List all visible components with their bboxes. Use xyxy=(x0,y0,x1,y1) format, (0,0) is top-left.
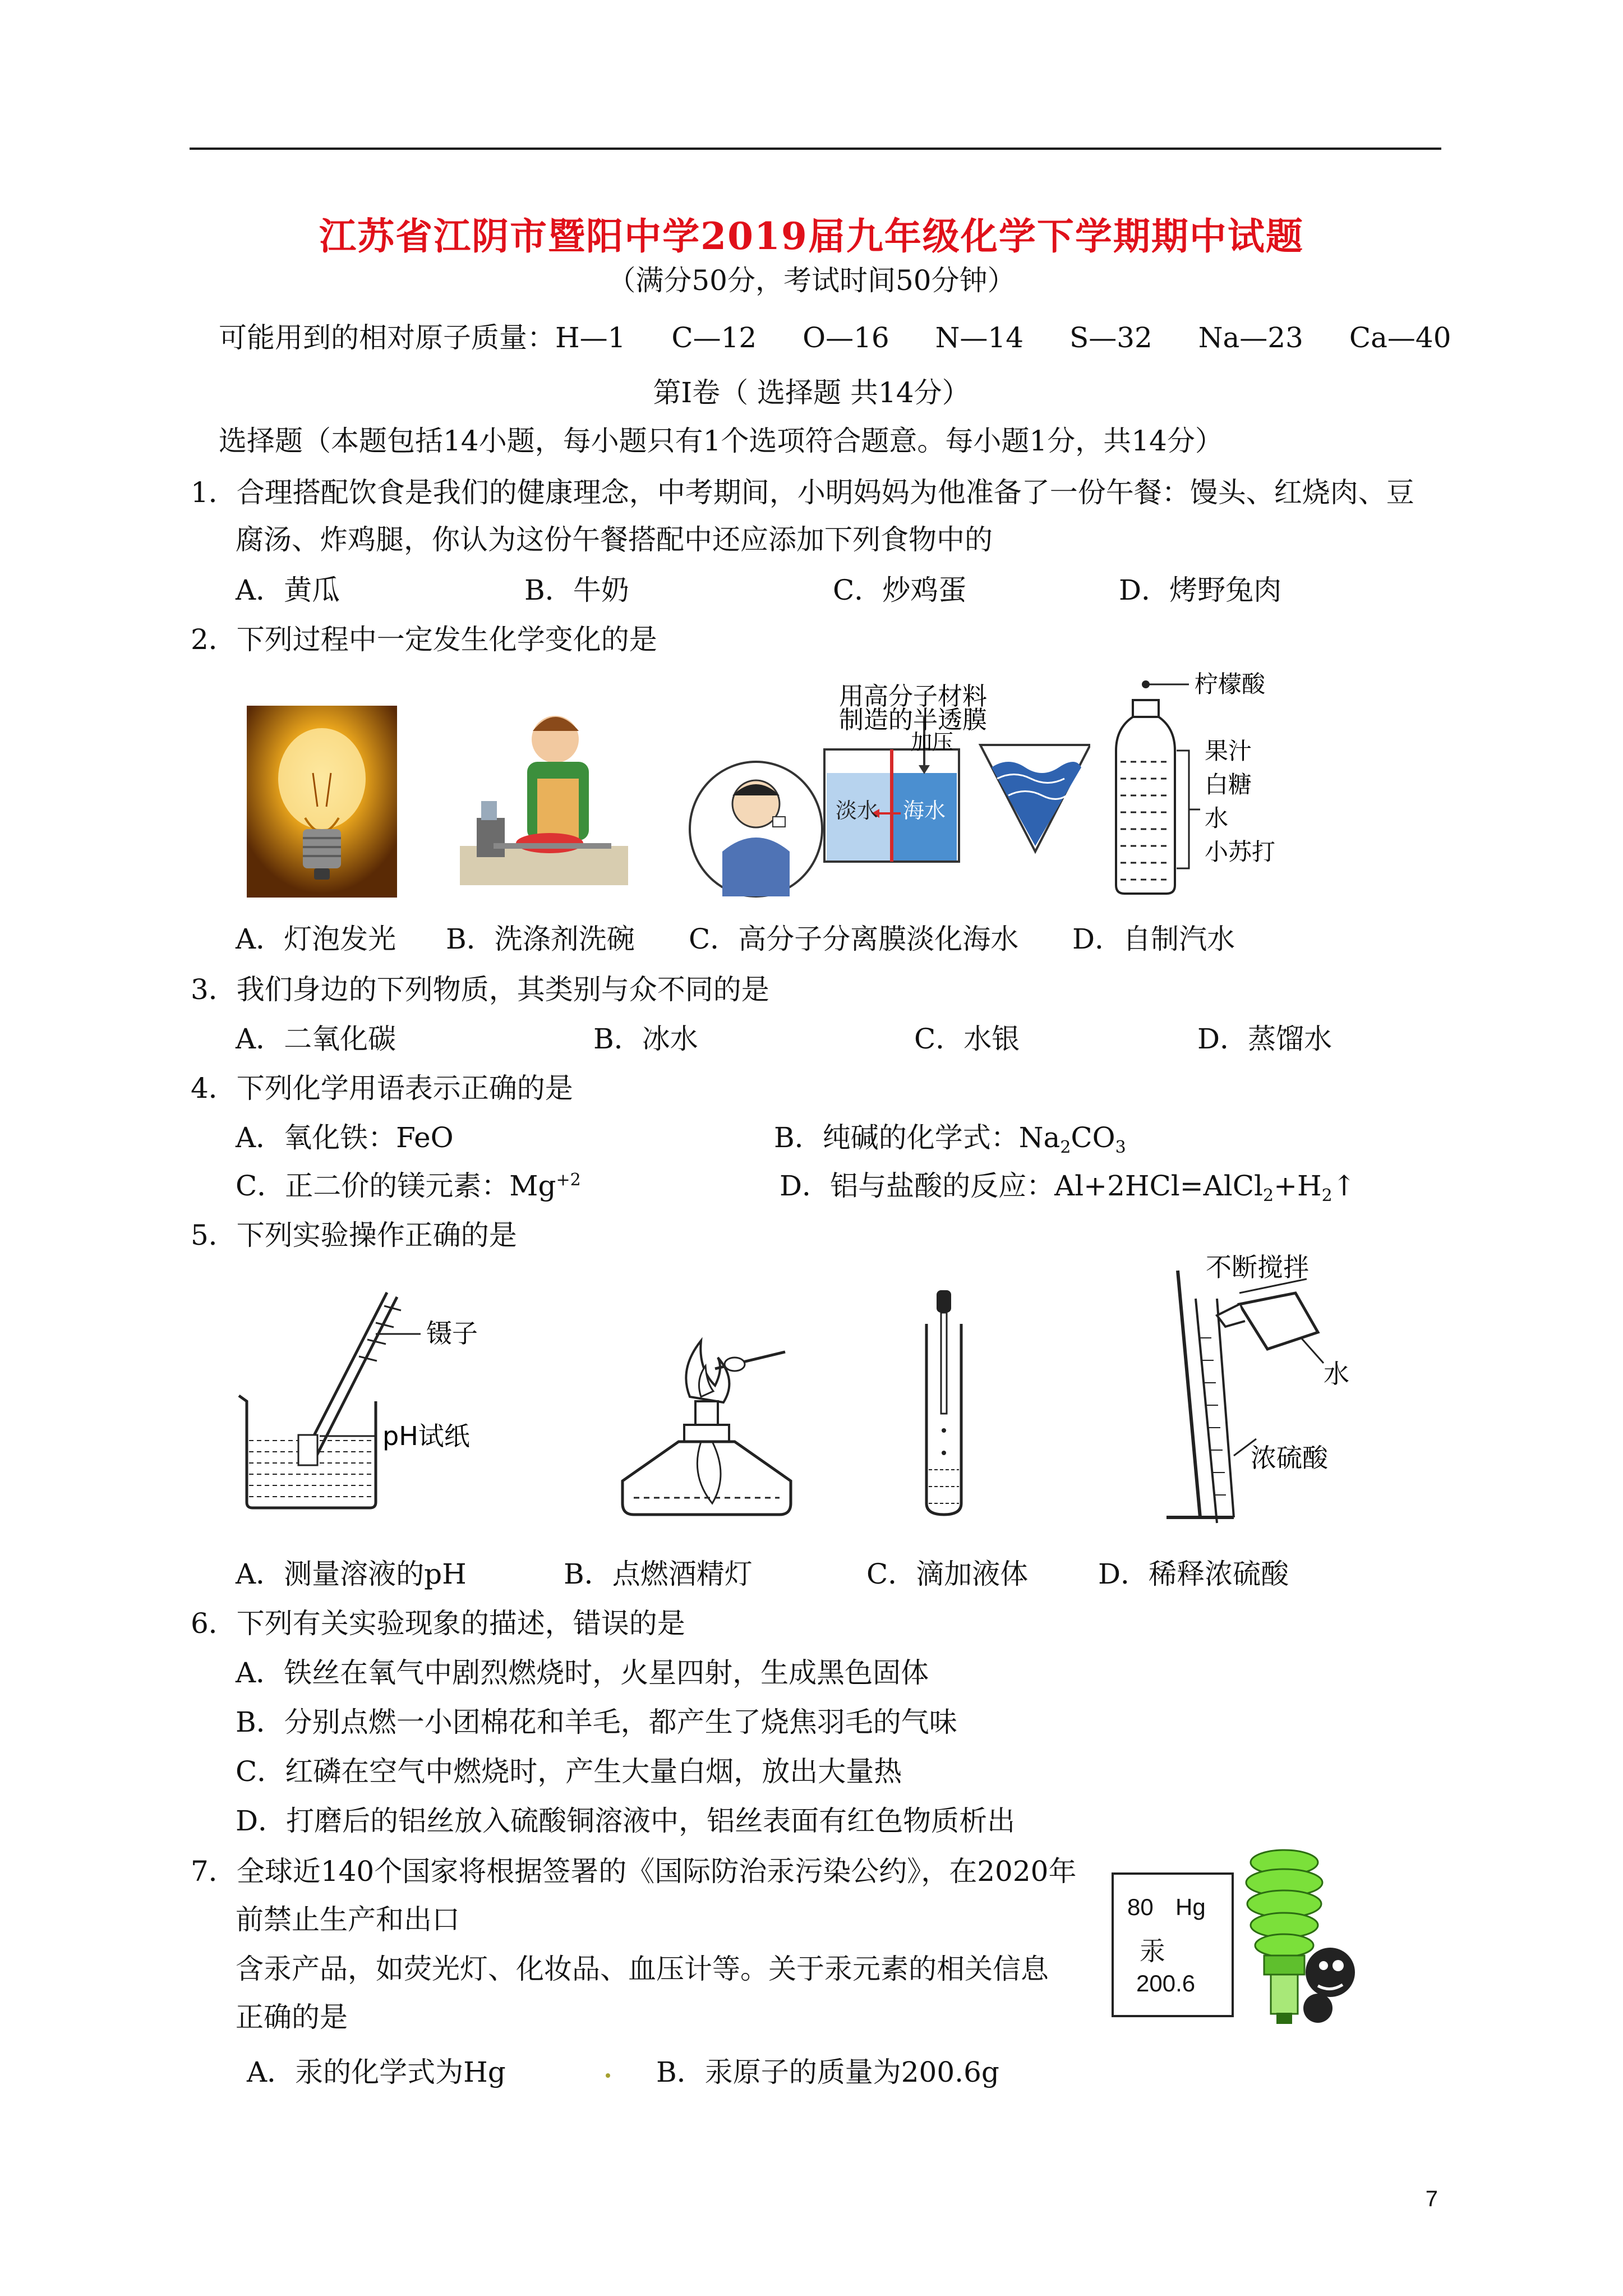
juice-label: 果汁 xyxy=(1205,737,1252,765)
q4-option-d-subscript-1: 2 xyxy=(1263,1186,1274,1205)
atomic-mass-ca: Ca—40 xyxy=(1349,321,1451,354)
q4-option-d-h: +H xyxy=(1274,1170,1322,1202)
q6-option-b: B．分别点燃一小团棉花和羊毛，都产生了烧焦羽毛的气味 xyxy=(236,1706,957,1738)
stray-dot xyxy=(606,2073,610,2078)
atomic-mass-n: N—14 xyxy=(935,321,1024,354)
atomic-mass-s: S—32 xyxy=(1069,321,1152,354)
q4-option-c-text: C．正二价的镁元素：Mg xyxy=(236,1170,556,1202)
q1-stem-line2: 腐汤、炸鸡腿，你认为这份午餐搭配中还应添加下列食物中的 xyxy=(236,523,993,556)
q5-option-c: C．滴加液体 xyxy=(866,1558,1029,1590)
element-mass: 200.6 xyxy=(1136,1970,1196,1996)
soda-label: 小苏打 xyxy=(1205,838,1276,866)
alcohol-lamp-image xyxy=(617,1335,796,1520)
washing-dishes-image xyxy=(460,700,628,896)
fluorescent-lamp-image xyxy=(1234,1846,1363,2031)
ph-measurement-image xyxy=(236,1289,527,1513)
q4-option-c xyxy=(236,1169,581,1207)
q1-option-b: B．牛奶 xyxy=(524,574,629,606)
element-name: 汞 xyxy=(1140,1936,1165,1966)
q7-stem-line2: 前禁止生产和出口 xyxy=(236,1903,460,1936)
exam-subtitle: （满分50分，考试时间50分钟） xyxy=(607,264,1016,297)
q1-option-c: C．炒鸡蛋 xyxy=(833,574,967,606)
dilute-acid-image xyxy=(1155,1254,1408,1529)
stir-label: 不断搅拌 xyxy=(1206,1254,1309,1282)
sugar-label: 白糖 xyxy=(1205,771,1252,798)
q2-option-c: C．高分子分离膜淡化海水 xyxy=(689,923,1019,955)
q7-option-b: B．汞原子的质量为200.6g xyxy=(656,2056,999,2088)
soda-bottle-image xyxy=(1105,666,1329,902)
q3-stem: 3．我们身边的下列物质，其类别与众不同的是 xyxy=(191,973,769,1006)
q7-stem-line1: 7．全球近140个国家将根据签署的《国际防治汞污染公约》，在2020年 xyxy=(191,1855,1077,1888)
q4-option-d xyxy=(780,1169,1356,1207)
atomic-masses xyxy=(219,321,1451,355)
section-heading: 第Ⅰ卷（ 选择题 共14分） xyxy=(653,376,970,409)
ph-paper-label: pH试纸 xyxy=(382,1421,470,1451)
q4-option-d-arrow: ↑ xyxy=(1332,1170,1356,1202)
atomic-mass-na: Na—23 xyxy=(1198,321,1303,354)
q4-option-b xyxy=(774,1121,1126,1159)
q4-option-d-subscript-2: 2 xyxy=(1321,1186,1332,1205)
q5-stem: 5．下列实验操作正确的是 xyxy=(191,1219,517,1251)
q4-option-b-subscript-2: 3 xyxy=(1115,1138,1126,1157)
q2-option-d: D．自制汽水 xyxy=(1072,923,1235,955)
q3-option-b: B．冰水 xyxy=(593,1023,698,1055)
pressure-label: 加压 xyxy=(911,730,954,754)
instructions: 选择题（本题包括14小题，每小题只有1个选项符合题意。每小题1分，共14分） xyxy=(219,425,1223,457)
q3-option-a: A．二氧化碳 xyxy=(236,1023,396,1055)
water-label: 水 xyxy=(1205,804,1229,832)
q4-option-d-text: D．铝与盐酸的反应：Al+2HCl=AlCl xyxy=(780,1170,1263,1202)
q4-option-b-subscript-1: 2 xyxy=(1060,1138,1071,1157)
q4-option-c-superscript: +2 xyxy=(556,1170,581,1190)
q6-option-c: C．红磷在空气中燃烧时，产生大量白烟，放出大量热 xyxy=(236,1755,902,1788)
header-rule xyxy=(190,148,1441,150)
q1-stem-line1: 1．合理搭配饮食是我们的健康理念，中考期间，小明妈妈为他准备了一份午餐：馒头、红烧肉、豆 xyxy=(191,476,1414,509)
q3-option-c: C．水银 xyxy=(914,1023,1020,1055)
q1-option-a: A．黄瓜 xyxy=(236,574,340,606)
q2-stem: 2．下列过程中一定发生化学变化的是 xyxy=(191,623,657,656)
element-symbol: Hg xyxy=(1175,1894,1206,1920)
q5-option-a: A．测量溶液的pH xyxy=(236,1558,467,1590)
q7-stem-line3: 含汞产品，如荧光灯、化妆品、血压计等。关于汞元素的相关信息 xyxy=(236,1953,1049,1985)
element-number: 80 xyxy=(1127,1894,1154,1920)
atomic-mass-o: O—16 xyxy=(803,321,889,354)
q5-option-d: D．稀释浓硫酸 xyxy=(1098,1558,1289,1590)
concentrated-acid-label: 浓硫酸 xyxy=(1251,1443,1328,1473)
q4-option-b-co: CO xyxy=(1071,1121,1115,1154)
q4-stem: 4．下列化学用语表示正确的是 xyxy=(191,1072,573,1105)
membrane-desalination-image xyxy=(689,683,1090,903)
q5-option-b: B．点燃酒精灯 xyxy=(564,1558,753,1590)
fresh-water-label: 淡水 xyxy=(836,798,879,823)
atomic-mass-c: C—12 xyxy=(671,321,757,354)
q6-option-a: A．铁丝在氧气中剧烈燃烧时，火星四射，生成黑色固体 xyxy=(236,1657,929,1689)
tweezers-label: 镊子 xyxy=(426,1318,478,1349)
q6-stem: 6．下列有关实验现象的描述，错误的是 xyxy=(191,1607,685,1640)
dropper-test-tube-image xyxy=(914,1285,976,1520)
water-pour-label: 水 xyxy=(1324,1359,1349,1389)
q1-option-d: D．烤野兔肉 xyxy=(1119,574,1282,606)
q4-option-a: A．氧化铁：FeO xyxy=(236,1121,454,1154)
q7-stem-line4: 正确的是 xyxy=(236,2001,348,2033)
q7-option-a: A．汞的化学式为Hg xyxy=(247,2056,506,2088)
q4-option-b-text: B．纯碱的化学式：Na xyxy=(774,1121,1061,1154)
q2-option-a: A．灯泡发光 xyxy=(236,923,396,955)
citric-acid-label: 柠檬酸 xyxy=(1195,670,1266,698)
mercury-element-card xyxy=(1112,1872,1234,2017)
q2-option-b: B．洗涤剂洗碗 xyxy=(446,923,635,955)
page-title: 江苏省江阴市暨阳中学2019届九年级化学下学期期中试题 xyxy=(319,214,1304,258)
membrane-label-2: 制造的半透膜 xyxy=(839,706,987,734)
q6-option-d: D．打磨后的铝丝放入硫酸铜溶液中，铝丝表面有红色物质析出 xyxy=(236,1805,1016,1837)
light-bulb-image xyxy=(247,706,397,898)
membrane-label-1: 用高分子材料 xyxy=(839,683,987,711)
q3-option-d: D．蒸馏水 xyxy=(1197,1023,1332,1055)
page-number: 7 xyxy=(1425,2187,1438,2211)
atomic-mass-label: 可能用到的相对原子质量：H—1 xyxy=(219,321,626,354)
sea-water-label: 海水 xyxy=(903,798,946,823)
